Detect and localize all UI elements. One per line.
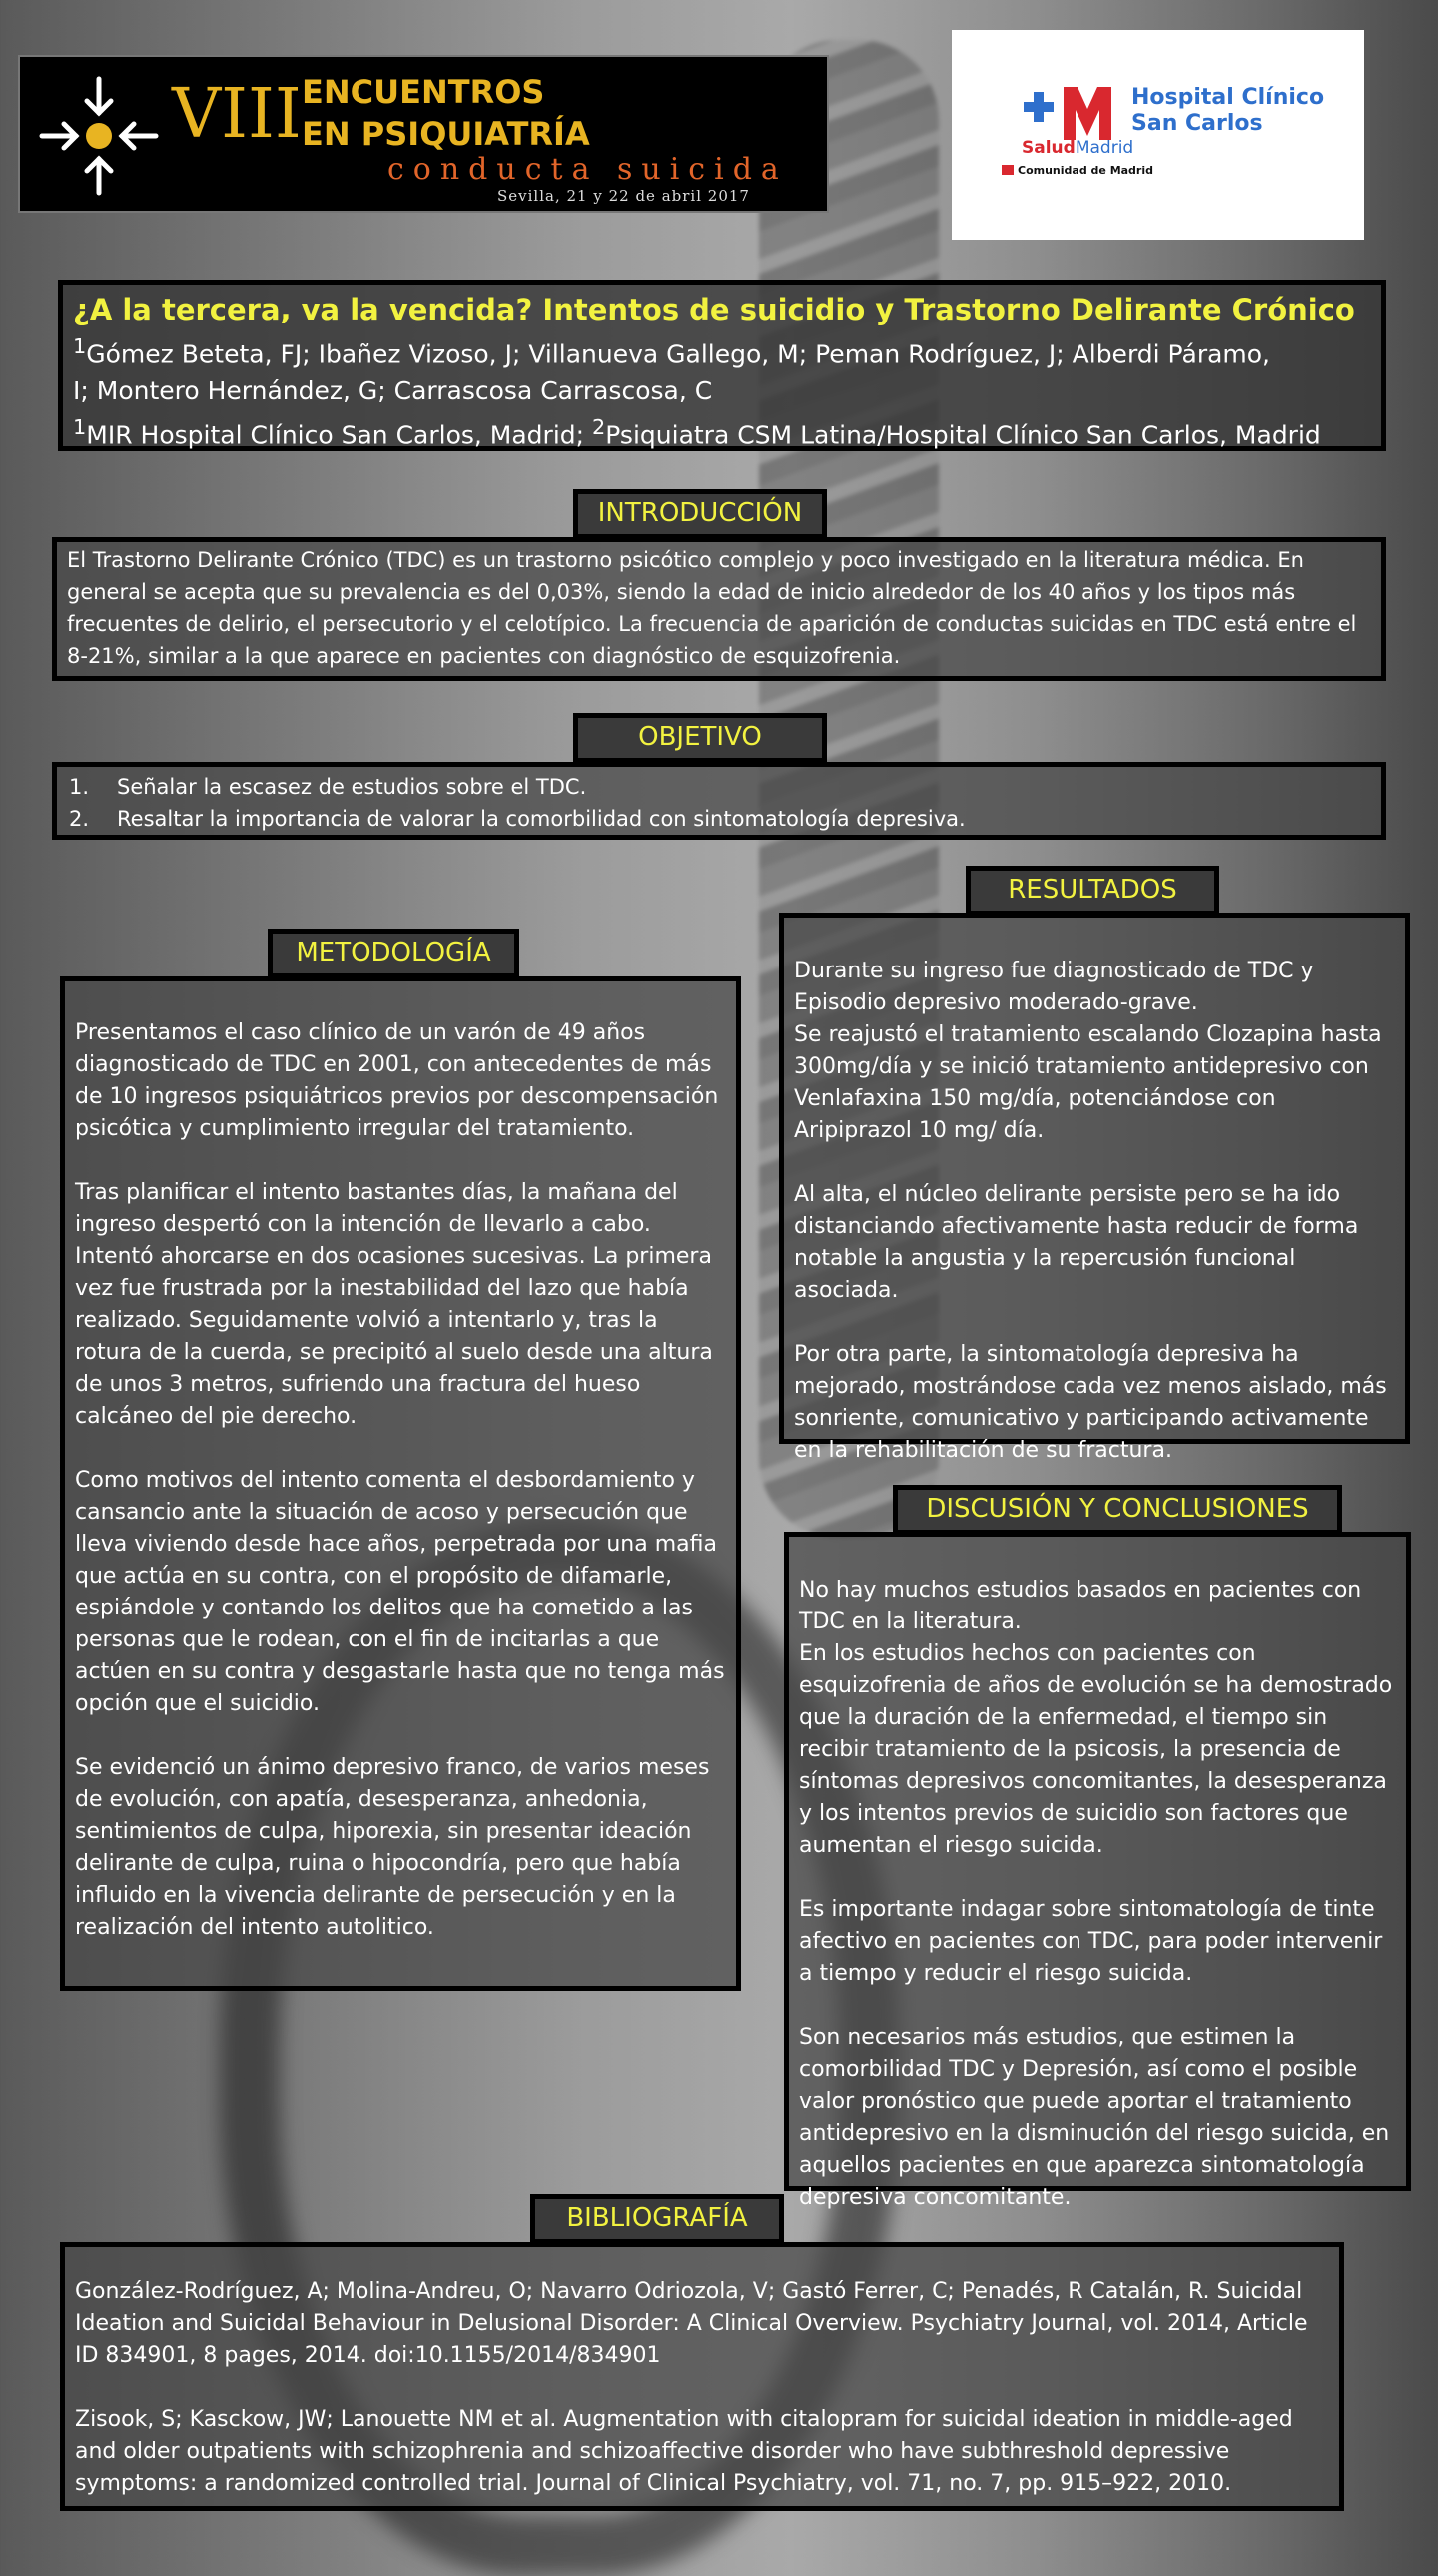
salud-madrid-logo-icon <box>1014 82 1123 142</box>
title-block <box>58 280 1386 451</box>
authors-line-1 <box>73 328 1371 372</box>
event-name-line1: ENCUENTROS <box>302 73 545 111</box>
superscript: 1 <box>73 334 87 358</box>
superscript: 1 <box>73 415 87 440</box>
event-name <box>302 71 590 155</box>
poster-title: ¿A la tercera, va la vencida? Intentos de suicidio y Trastorno Delirante Crónico <box>73 293 1355 326</box>
discusion-heading: DISCUSIÓN Y CONCLUSIONES <box>893 1485 1342 1535</box>
objetivo-section <box>52 762 1386 840</box>
event-subtitle: conducta suicida <box>387 152 788 187</box>
hospital-name-line1: Hospital Clínico <box>1131 85 1325 110</box>
discusion-section <box>784 1532 1411 2210</box>
event-banner <box>18 55 829 213</box>
metodologia-p1: Presentamos el caso clínico de un varón de 49 años diagnosticado de TDC en 2001, con antecedentes de más de 10 ingresos psiquiátricos previos por descompensación psicótica y cumplimiento irregular del tratamiento. <box>75 1020 719 1141</box>
metodologia-section <box>60 976 741 1991</box>
authors-text-1: Gómez Beteta, FJ; Ibañez Vizoso, J; Villanueva Gallego, M; Peman Rodríguez, J; Alberdi Páramo, <box>86 339 1271 369</box>
salud-madrid-label <box>1022 138 1133 158</box>
salud-word: Salud <box>1022 138 1076 158</box>
authors-text-2: I; Montero Hernández, G; Carrascosa Carrascosa, C <box>73 376 713 406</box>
event-edition: VIII <box>172 75 302 154</box>
discusion-p3: Son necesarios más estudios, que estimen la comorbilidad TDC y Depresión, así como el posible valor pronóstico que puede aportar el tratamiento antidepresivo en la disminución del riesgo suicida, en aquellos pacientes en que aparezca sintomatología depresiva concomitante. <box>799 2025 1390 2210</box>
flag-icon <box>1002 165 1014 175</box>
list-item-text: Resaltar la importancia de valorar la comorbilidad con sintomatología depresiva. <box>117 807 966 831</box>
affiliation-2: Psiquiatra CSM Latina/Hospital Clínico San Carlos, Madrid <box>605 420 1321 450</box>
affiliation-1: MIR Hospital Clínico San Carlos, Madrid; <box>86 420 593 450</box>
community-text: Comunidad de Madrid <box>1018 164 1154 177</box>
resultados-section <box>779 913 1410 1463</box>
bibliografia-section <box>60 2242 1344 2511</box>
discusion-p1: No hay muchos estudios basados en pacientes con TDC en la literatura. En los estudios hechos con pacientes con esquizofrenia de años de evolución se ha demostrado que la duración de la enfermedad, el tiempo sin recibir tratamiento de la psicosis, la presencia de síntomas depresivos concomitantes, la desesperanza y los intentos previos de suicidio son factores que aumentan el riesgo suicida. <box>799 1578 1393 1858</box>
resultados-p3: Por otra parte, la sintomatología depresiva ha mejorado, mostrándose cada vez menos aislado, más sonriente, comunicativo y participando activamente en la rehabilitación de su fractura. <box>794 1342 1387 1463</box>
resultados-p2: Al alta, el núcleo delirante persiste pero se ha ido distanciando afectivamente hasta reducir de forma notable la angustia y la repercusión funcional asociada. <box>794 1182 1359 1303</box>
reference-2: Zisook, S; Kasckow, JW; Lanouette NM et al. Augmentation with citalopram for suicidal ideation in middle-aged and older outpatients with schizophrenia and schizoaffective disorder who have subthreshold depressive symptoms: a randomized controlled trial. Journal of Clinical Psychiatry, vol. 71, no. 7, pp. 915–922, 2010. <box>75 2407 1293 2496</box>
list-item-text: Señalar la escasez de estudios sobre el TDC. <box>117 775 587 799</box>
event-place-date: Sevilla, 21 y 22 de abril 2017 <box>497 187 750 205</box>
hospital-name <box>1131 85 1324 137</box>
resultados-p1: Durante su ingreso fue diagnosticado de TDC y Episodio depresivo moderado-grave. Se reajustó el tratamiento escalando Clozapina hasta 300mg/día y se inició tratamiento antidepresivo con Venlafaxina 150 mg/día, potenciándose con Aripiprazol 10 mg/ día. <box>794 959 1382 1143</box>
intro-text: El Trastorno Delirante Crónico (TDC) es un trastorno psicótico complejo y poco investigado en la literatura médica. En general se acepta que su prevalencia es del 0,03%, siendo la edad de inicio alrededor de los 40 años y los tipos más frecuentes de delirio, el persecutorio y el celotípico. La frecuencia de aparición de conductas suicidas en TDC está entre el 8-21%, similar a la que aparece en pacientes con diagnóstico de esquizofrenia. <box>67 548 1357 668</box>
list-number: 1. <box>69 775 90 799</box>
objetivo-list <box>69 771 1369 835</box>
intro-heading: INTRODUCCIÓN <box>573 489 827 539</box>
madrid-word: Madrid <box>1075 138 1134 158</box>
metodologia-p3: Como motivos del intento comenta el desbordamiento y cansancio ante la situación de acoso y persecución que lleva viviendo desde hace años, perpetrada por una mafia que actúa en su contra, con el propósito de difamarle, espiándole y contando los delitos que ha cometido a las personas que le rodean, con el fin de incitarlas a que actúen en su contra y desgastarle hasta que no tenga más opción que el suicidio. <box>75 1468 725 1716</box>
metodologia-heading: METODOLOGÍA <box>268 929 519 978</box>
community-label <box>1002 164 1153 177</box>
metodologia-p2: Tras planificar el intento bastantes días, la mañana del ingreso despertó con la intención de llevarlo a cabo. Intentó ahorcarse en dos ocasiones sucesivas. La primera vez fue frustrada por la inestabilidad del lazo que había realizado. Seguidamente volvió a intentarlo y, tras la rotura de la cuerda, se precipitó al suelo desde una altura de unos 3 metros, sufriendo una fractura del hueso calcáneo del pie derecho. <box>75 1180 713 1429</box>
hospital-name-line2: San Carlos <box>1131 111 1263 136</box>
event-logo-icon <box>34 71 164 201</box>
list-number: 2. <box>69 807 90 831</box>
discusion-p2: Es importante indagar sobre sintomatología de tinte afectivo en pacientes con TDC, para poder intervenir a tiempo y reducir el riesgo suicida. <box>799 1897 1383 1986</box>
reference-1: González-Rodríguez, A; Molina-Andreu, O; Navarro Odriozola, V; Gastó Ferrer, C; Penadés, R Catalán, R. Suicidal Ideation and Suicidal Behaviour in Delusional Disorder: A Clinical Overview. Psychiatry Journal, vol. 2014, Article ID 834901, 8 pages, 2014. doi:10.1155/2014/834901 <box>75 2279 1308 2368</box>
affiliations <box>73 409 1371 453</box>
resultados-heading: RESULTADOS <box>966 866 1219 916</box>
intro-section <box>52 537 1386 681</box>
list-item <box>69 771 1369 803</box>
objetivo-heading: OBJETIVO <box>573 713 827 763</box>
bibliografia-heading: BIBLIOGRAFÍA <box>530 2194 784 2244</box>
superscript: 2 <box>592 415 606 440</box>
event-name-line2: EN PSIQUIATRÍA <box>302 115 590 153</box>
list-item <box>69 803 1369 835</box>
authors-line-2 <box>73 372 1371 409</box>
metodologia-p4: Se evidenció un ánimo depresivo franco, de varios meses de evolución, con apatía, desesperanza, anhedonia, sentimientos de culpa, hiporexia, sin presentar ideación delirante de culpa, ruina o hipocondría, pero que había influido en la vivencia delirante de persecución y en la realización del intento autolitico. <box>75 1755 710 1940</box>
hospital-logo <box>952 30 1364 240</box>
